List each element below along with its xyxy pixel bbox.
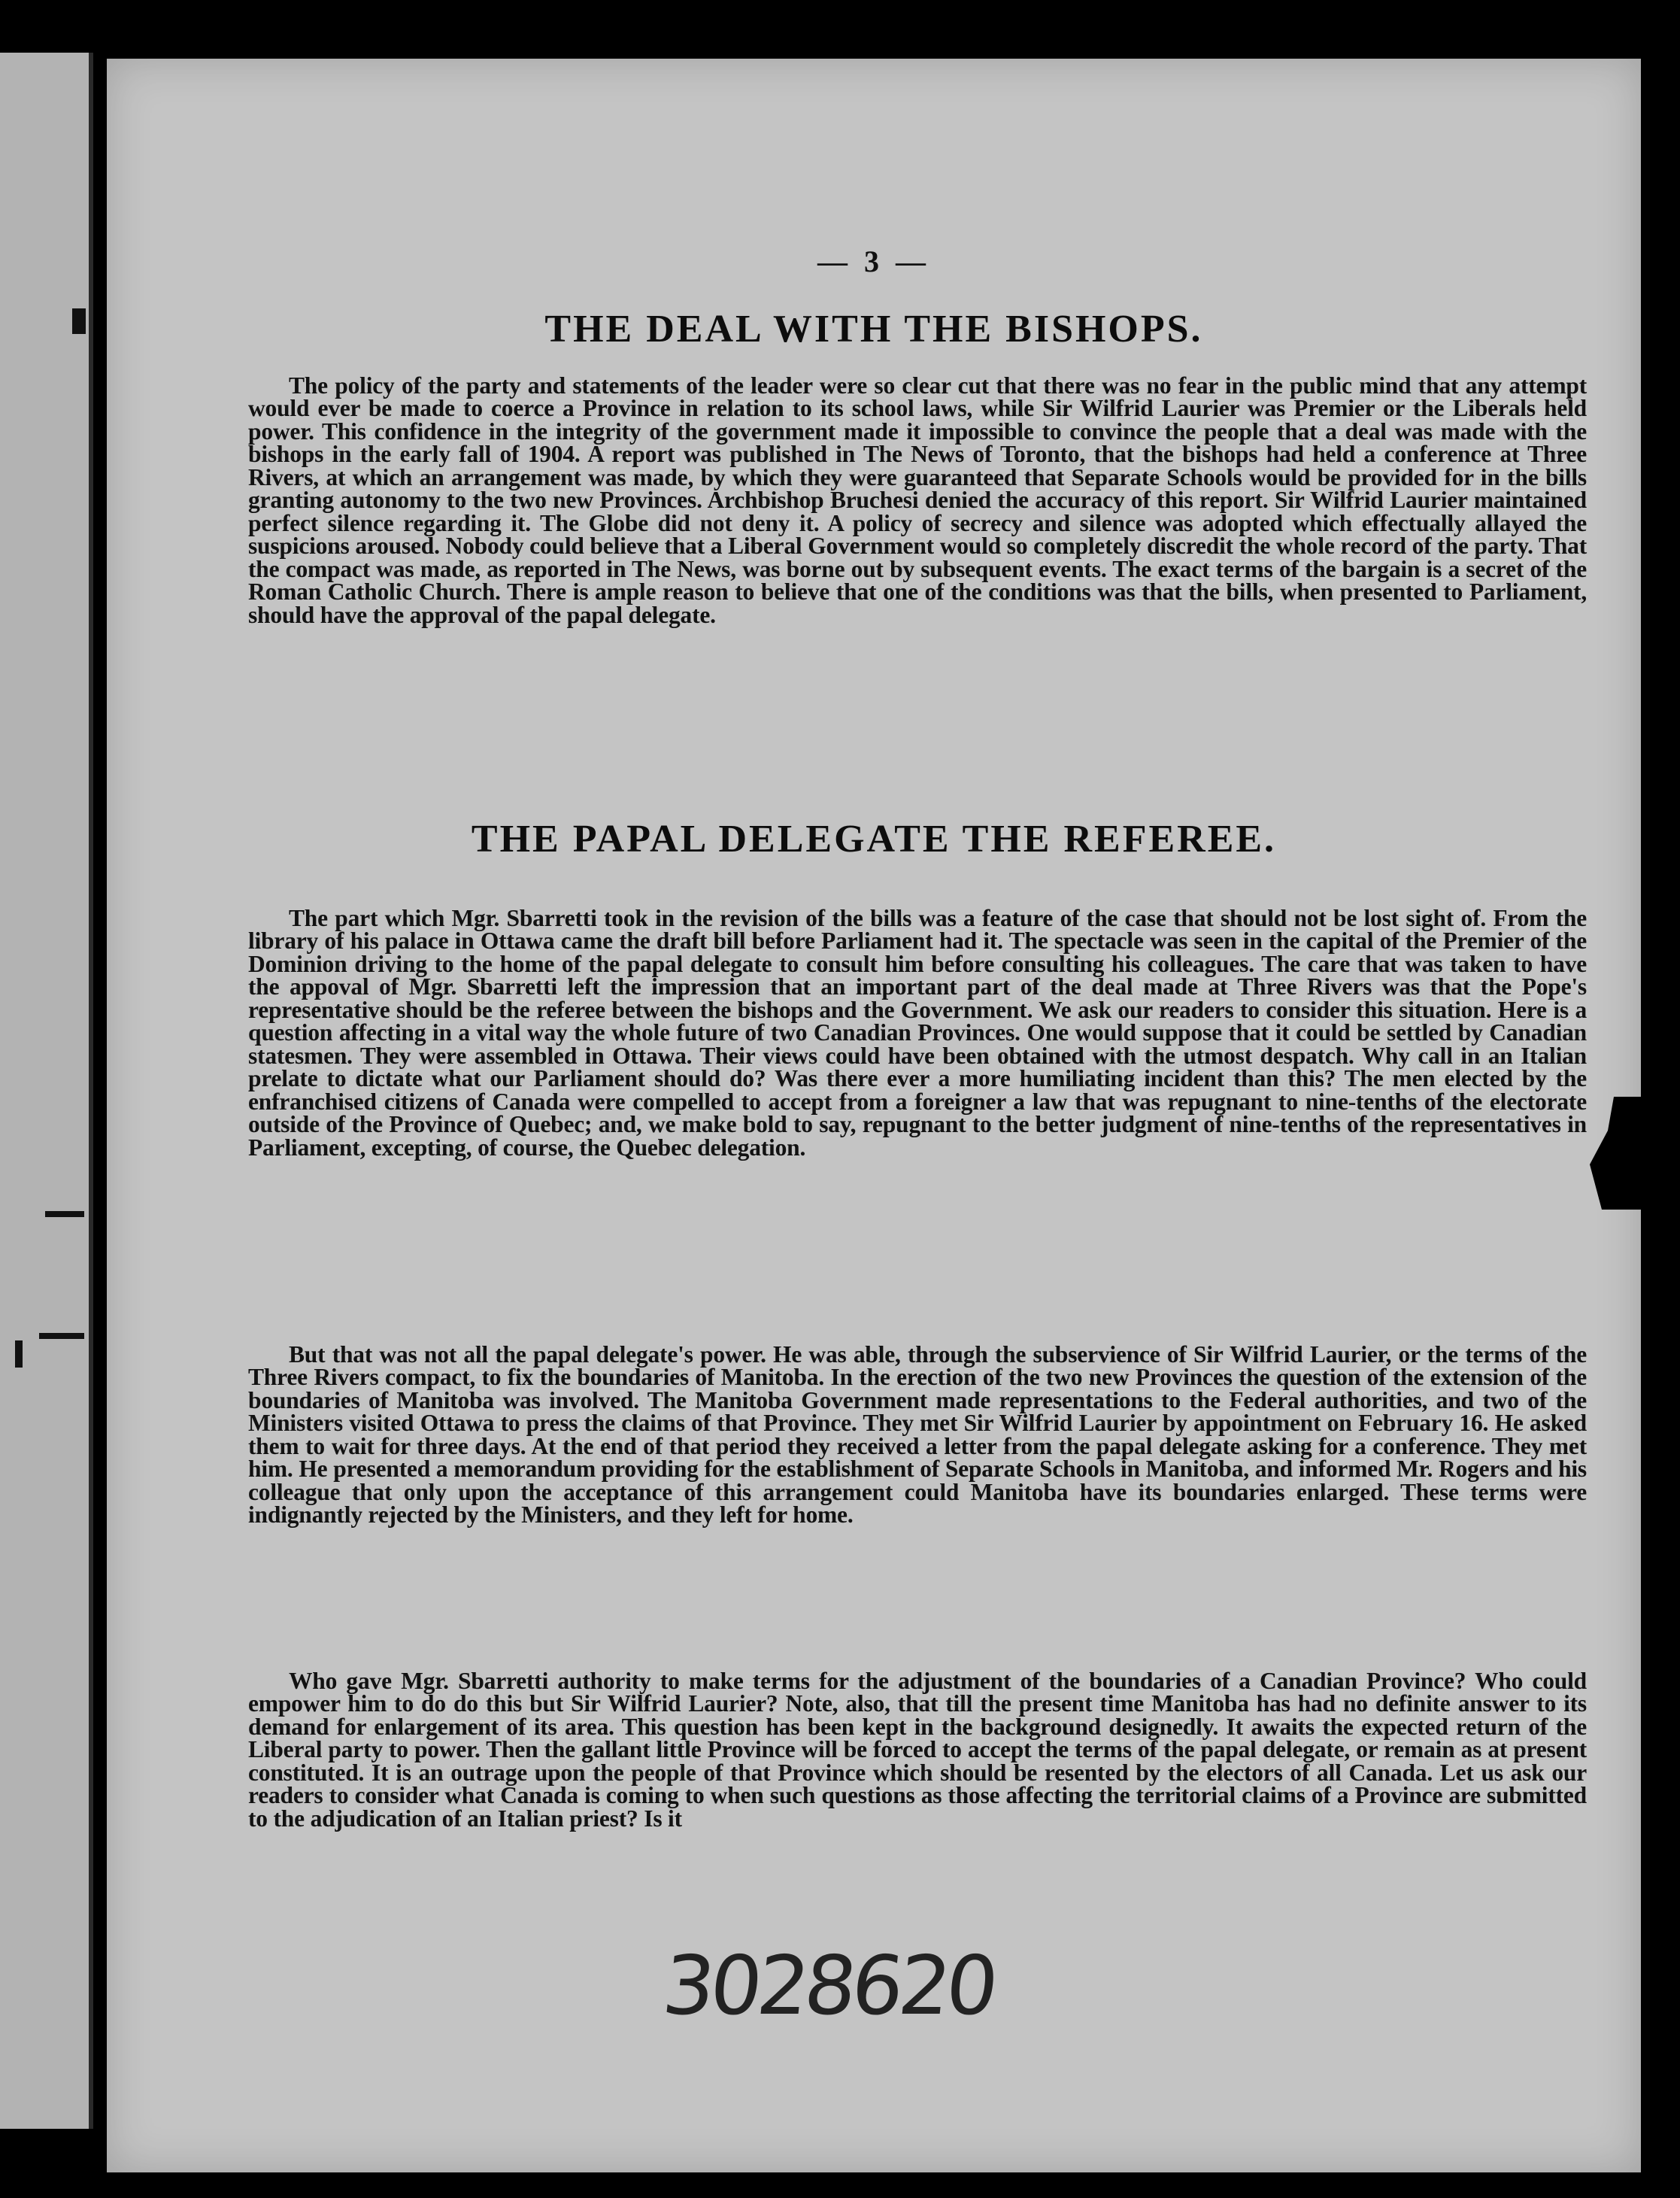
ink-mark bbox=[45, 1211, 84, 1217]
paragraph: The policy of the party and statements of the leader were so clear cut that there was no fear in the public mind that any attempt would ever be made to coerce a Province in relation to its school laws, while Sir Wilfrid Laurier was Premier or the Liberals held power. This confidence in the integrity of the government made it impossible to convince the people that a deal was made with the bishops in the early fall of 1904. A report was published in The News of Toronto, that the bishops had held a conference at Three Rivers, at which an arrangement was made, by which they were guaranteed that Separate Schools would be provided for in the bills granting autonomy to the two new Provinces. Archbishop Bruchesi denied the accuracy of this report. Sir Wilfrid Laurier maintained perfect silence regarding it. The Globe did not deny it. A policy of secrecy and silence was adopted which effectually allayed the suspicions aroused. Nobody could believe that a Liberal Government would so completely discredit the whole record of the party. That the compact was made, as reported in The News, was borne out by subsequent events. The exact terms of the bargain is a secret of the Roman Catholic Church. There is ample reason to believe that one of the conditions was that the bills, when presented to Parliament, should have the approval of the papal delegate. bbox=[248, 372, 1587, 628]
section-heading: THE PAPAL DELEGATE THE REFEREE. bbox=[471, 818, 1277, 861]
document-page bbox=[107, 59, 1641, 2172]
ink-mark bbox=[72, 308, 86, 334]
section-heading: THE DEAL WITH THE BISHOPS. bbox=[544, 308, 1203, 351]
paragraph: Who gave Mgr. Sbarretti authority to make terms for the adjustment of the boundaries of a Canadian Province? Who could empower him to do do this but Sir Wilfrid Laurier? Note, also, that till the present time Manitoba has had no definite answer to its demand for enlargement of its area. This question has been kept in the background designedly. It awaits the expected return of the Liberal party to power. Then the gallant little Province will be forced to accept the terms of the papal delegate, or remain as at present constituted. It is an outrage upon the people of that Province which should be resented by the electors of all Canada. Let us ask our readers to consider what Canada is coming to when such questions as those affecting the territorial claims of a Province are submitted to the adjudication of an Italian priest? Is it bbox=[248, 1667, 1587, 1832]
ink-mark bbox=[15, 1340, 23, 1368]
facing-page-edge bbox=[0, 53, 93, 2129]
paragraph: But that was not all the papal delegate's power. He was able, through the subservience of Sir Wilfrid Laurier, or the terms of the Three Rivers compact, to fix the boundaries of Manitoba. In the erection of the two new Provinces the question of the extension of the boundaries of Manitoba was involved. The Manitoba Government made representations to the Federal authorities, and two of the Ministers visited Ottawa to press the claims of that Province. They met Sir Wilfrid Laurier by appointment on February 16. He asked them to wait for three days. At the end of that period they received a letter from the papal delegate asking for a conference. They met him. He presented a memorandum providing for the establishment of Separate Schools in Manitoba, and informed Mr. Rogers and his colleague that only upon the acceptance of this arrangement could Manitoba have its boundaries enlarged. These terms were indignantly rejected by the Ministers, and they left for home. bbox=[248, 1340, 1587, 1528]
handwritten-number: 3028620 bbox=[658, 1939, 999, 2033]
ink-mark bbox=[39, 1333, 84, 1339]
paragraph: The part which Mgr. Sbarretti took in the revision of the bills was a feature of the case that should not be lost sight of. From the library of his palace in Ottawa came the draft bill before Parliament had it. The spectacle was seen in the capital of the Premier of the Dominion driving to the home of the papal delegate to consult him before consulting his colleagues. The care that was taken to have the appoval of Mgr. Sbarretti left the impression that an important part of the deal made at Three Rivers was that the Pope's representative should be the referee between the bishops and the Government. We ask our readers to consider this situation. Here is a question affecting in a vital way the whole future of two Canadian Provinces. One would suppose that it could be settled by Canadian statesmen. They were assembled in Ottawa. Their views could have been obtained with the utmost despatch. Why call in an Italian prelate to dictate what our Parliament should do? Was there ever a more humiliating incident than this? The men elected by the enfranchised citizens of Canada were compelled to accept from a foreigner a law that was repugnant to nine-tenths of the electorate outside of the Province of Quebec; and, we make bold to say, repugnant to the better judgment of nine-tenths of the representatives in Parliament, excepting, of course, the Quebec delegation. bbox=[248, 904, 1587, 1161]
page-number: — 3 — bbox=[817, 244, 930, 278]
page-tear bbox=[1590, 1097, 1650, 1210]
